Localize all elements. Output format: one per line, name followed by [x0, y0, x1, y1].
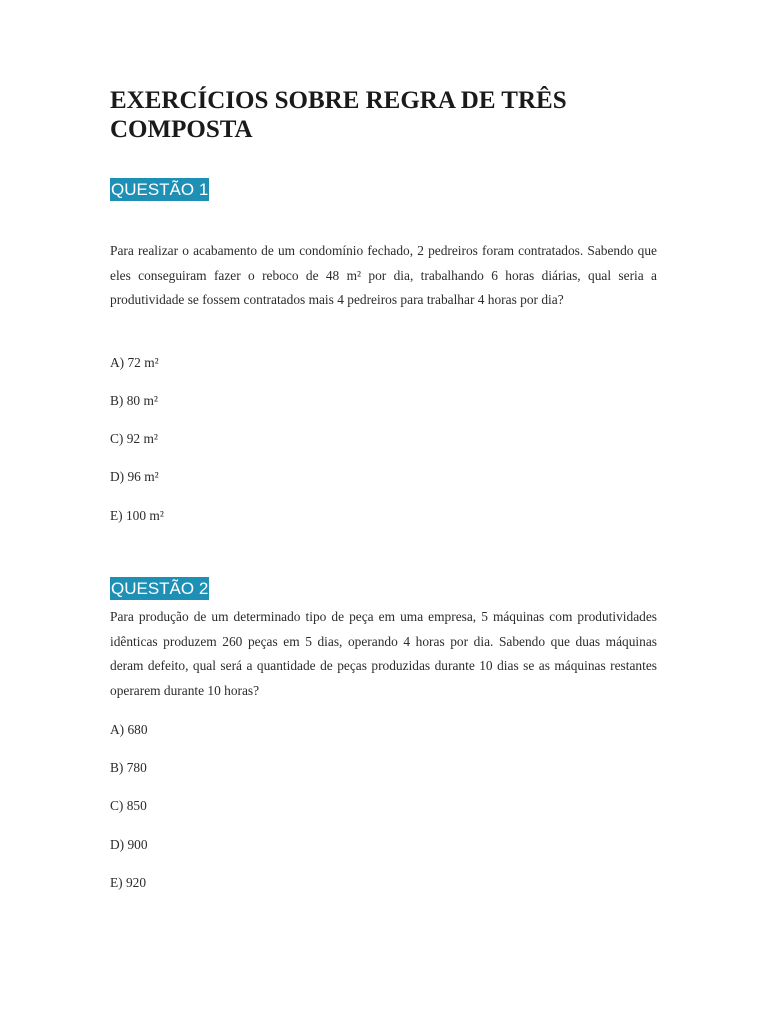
question-1-option-b: B) 80 m²	[110, 393, 158, 408]
question-1-heading: QUESTÃO 1	[111, 180, 209, 199]
question-2-option-c: C) 850	[110, 798, 147, 813]
question-2-heading: QUESTÃO 2	[111, 579, 209, 598]
question-2-option-a: A) 680	[110, 722, 148, 737]
question-1-text: Para realizar o acabamento de um condomínio fechado, 2 pedreiros foram contratados. Sabendo que eles conseguiram fazer o reboco de 48 m² por dia, trabalhando 6 horas diárias, qual seria a produtividade se fossem contratados mais 4 pedreiros para trabalhar 4 horas por dia?	[110, 243, 657, 307]
question-2-option-e: E) 920	[110, 875, 147, 890]
document-title: EXERCÍCIOS SOBRE REGRA DE TRÊS COMPOSTA	[110, 87, 567, 143]
question-1-option-d: D) 96 m²	[110, 469, 159, 484]
question-1-option-a: A) 72 m²	[110, 355, 159, 370]
question-2-option-d: D) 900	[110, 837, 148, 852]
question-2-text: Para produção de um determinado tipo de peça em uma empresa, 5 máquinas com produtividades idênticas produzem 260 peças em 5 dias, operando 4 horas por dia. Sabendo que duas máquinas deram defeito, qual será a quantidade de peças produzidas durante 10 dias se as máquinas restantes operarem durante 10 horas?	[110, 609, 657, 698]
question-2-option-b: B) 780	[110, 760, 147, 775]
question-1-option-e: E) 100 m²	[110, 508, 164, 523]
question-1-option-c: C) 92 m²	[110, 431, 158, 446]
